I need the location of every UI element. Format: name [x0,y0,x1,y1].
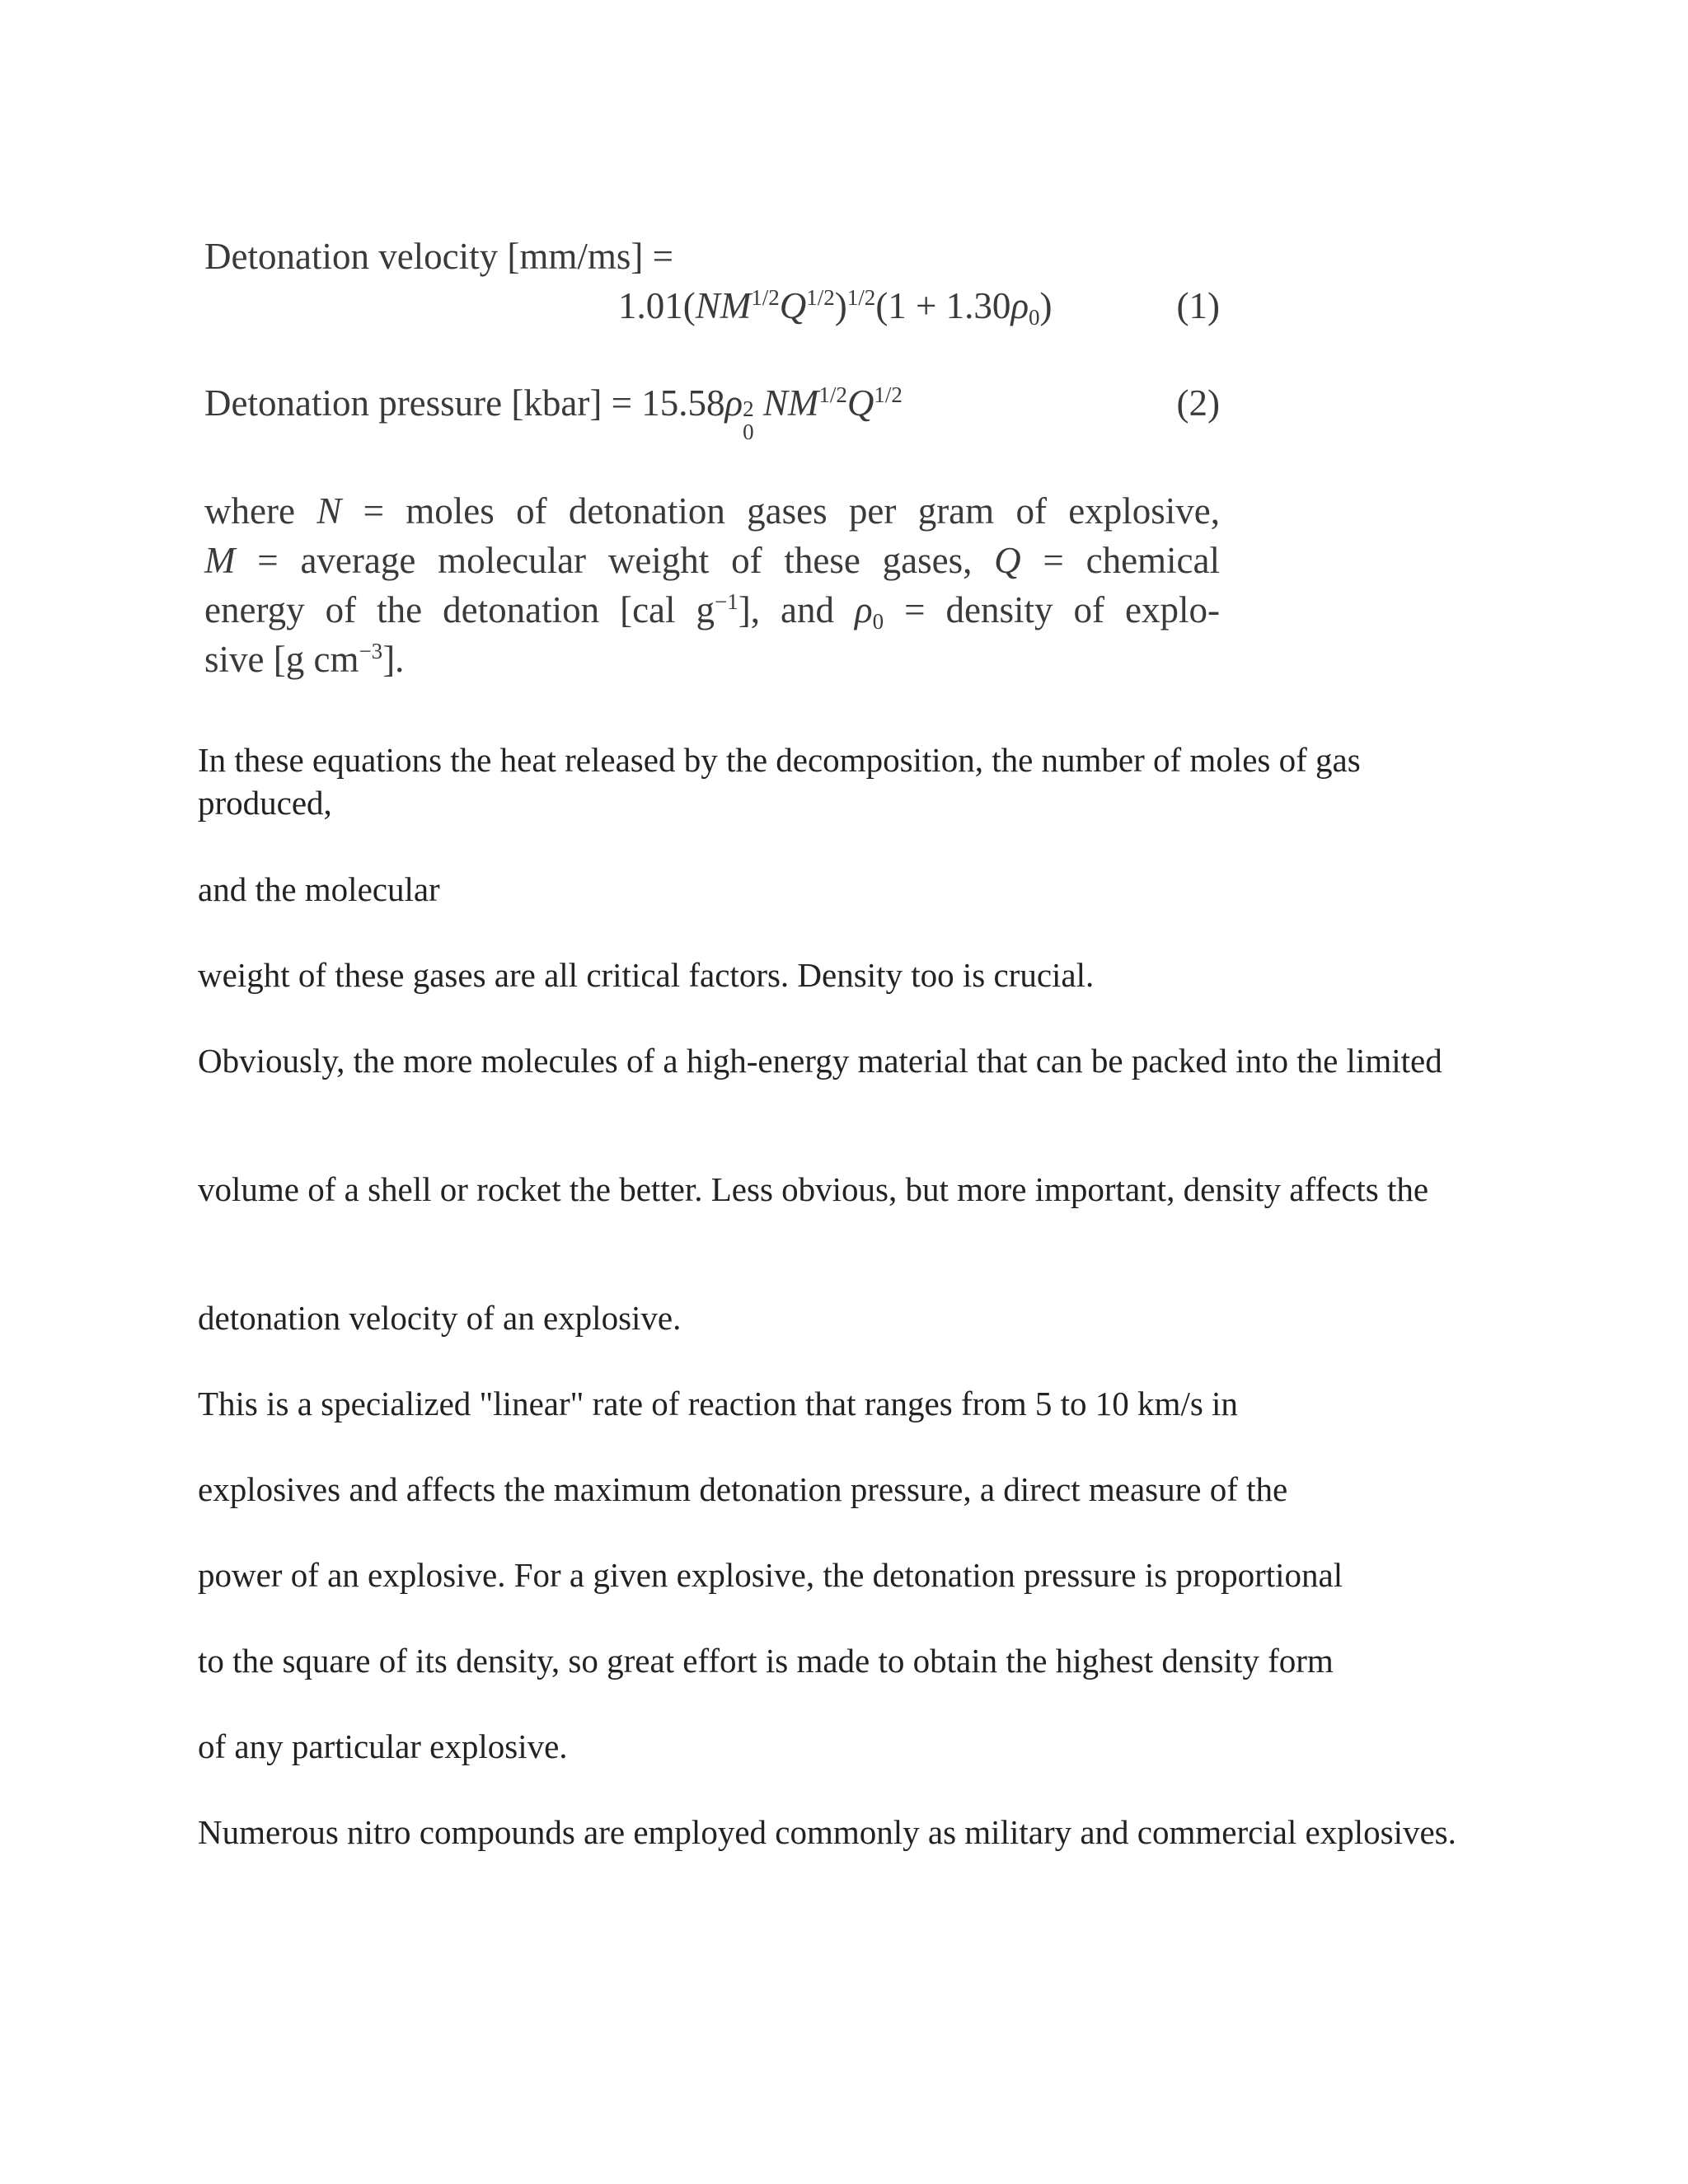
exponent: 1/2 [874,382,903,407]
var-rho: ρ [1010,285,1029,326]
var-q: Q [779,285,807,326]
text: ]. [382,639,405,680]
paragraph: weight of these gases are all critical factors. Density too is crucial. [198,956,1095,994]
superscript: 2 [743,396,754,422]
velocity-tail: (1 + 1.30 [875,285,1011,326]
paragraph: detonation velocity of an explosive. [198,1299,682,1337]
text: ], and [738,589,855,630]
paragraph: and the molecular [198,870,440,908]
subscript: 0 [1029,305,1040,330]
exponent: 1/2 [751,285,780,310]
var-m: M [787,382,819,424]
close-paren: ) [834,285,847,326]
paragraph: In these equations the heat released by the decomposition, the number of moles of gas produced, [198,741,1361,822]
definition-line [204,585,1220,635]
paragraph: explosives and affects the maximum detonation pressure, a direct measure of the [198,1470,1288,1508]
paragraph: Obviously, the more molecules of a high-energy material that can be packed into the limited [198,1042,1442,1080]
definition-line [204,486,1220,536]
velocity-equation-formula [618,284,1053,330]
velocity-label-text: Detonation velocity [mm/ms] = [204,236,674,277]
text: = chemical [1020,540,1221,581]
paragraph: of any particular explosive. [198,1727,568,1765]
var-rho: ρ [855,589,873,630]
exponent: 1/2 [806,285,835,310]
var-n: N [762,382,788,424]
exponent: 1/2 [818,382,847,407]
definition-line [204,635,1220,684]
var-n: N [695,285,720,326]
paragraph: power of an explosive. For a given explosive, the detonation pressure is proportional [198,1556,1343,1594]
variable-definitions [204,486,1220,684]
var-q: Q [846,382,874,424]
exponent: −1 [715,589,738,614]
var-m: M [720,285,752,326]
var-q: Q [994,540,1021,581]
subscript: 0 [872,609,884,635]
text: = moles of detonation gases per gram of explosive, [341,490,1220,532]
pressure-equation [204,382,903,445]
text: sive [g cm [204,639,359,680]
definition-line [204,536,1220,585]
var-n: N [316,490,342,532]
paragraph: volume of a shell or rocket the better. Less obvious, but more important, density affects the [198,1170,1429,1208]
exponent: −3 [359,639,383,663]
close-paren: ) [1039,285,1053,326]
paragraph: to the square of its density, so great effort is made to obtain the highest density form [198,1642,1334,1680]
var-rho: ρ [724,382,743,424]
var-m: M [204,540,236,581]
equation-number-1: (1) [1176,285,1220,326]
text: = density of explo- [884,589,1220,630]
text: = average molecular weight of these gases, [235,540,995,581]
pressure-label-text: Detonation pressure [kbar] = 15.58 [204,382,725,424]
paragraph: Numerous nitro compounds are employed commonly as military and commercial explosives. [198,1813,1456,1851]
velocity-coef: 1.01( [618,285,696,326]
exponent: 1/2 [846,285,876,310]
velocity-equation-label [204,235,673,278]
text: where [204,490,317,532]
text: energy of the detonation [cal g [204,589,715,630]
subscript: 0 [743,419,754,445]
paragraph: This is a specialized "linear" rate of reaction that ranges from 5 to 10 km/s in [198,1385,1238,1422]
equation-number-2: (2) [1176,382,1220,424]
